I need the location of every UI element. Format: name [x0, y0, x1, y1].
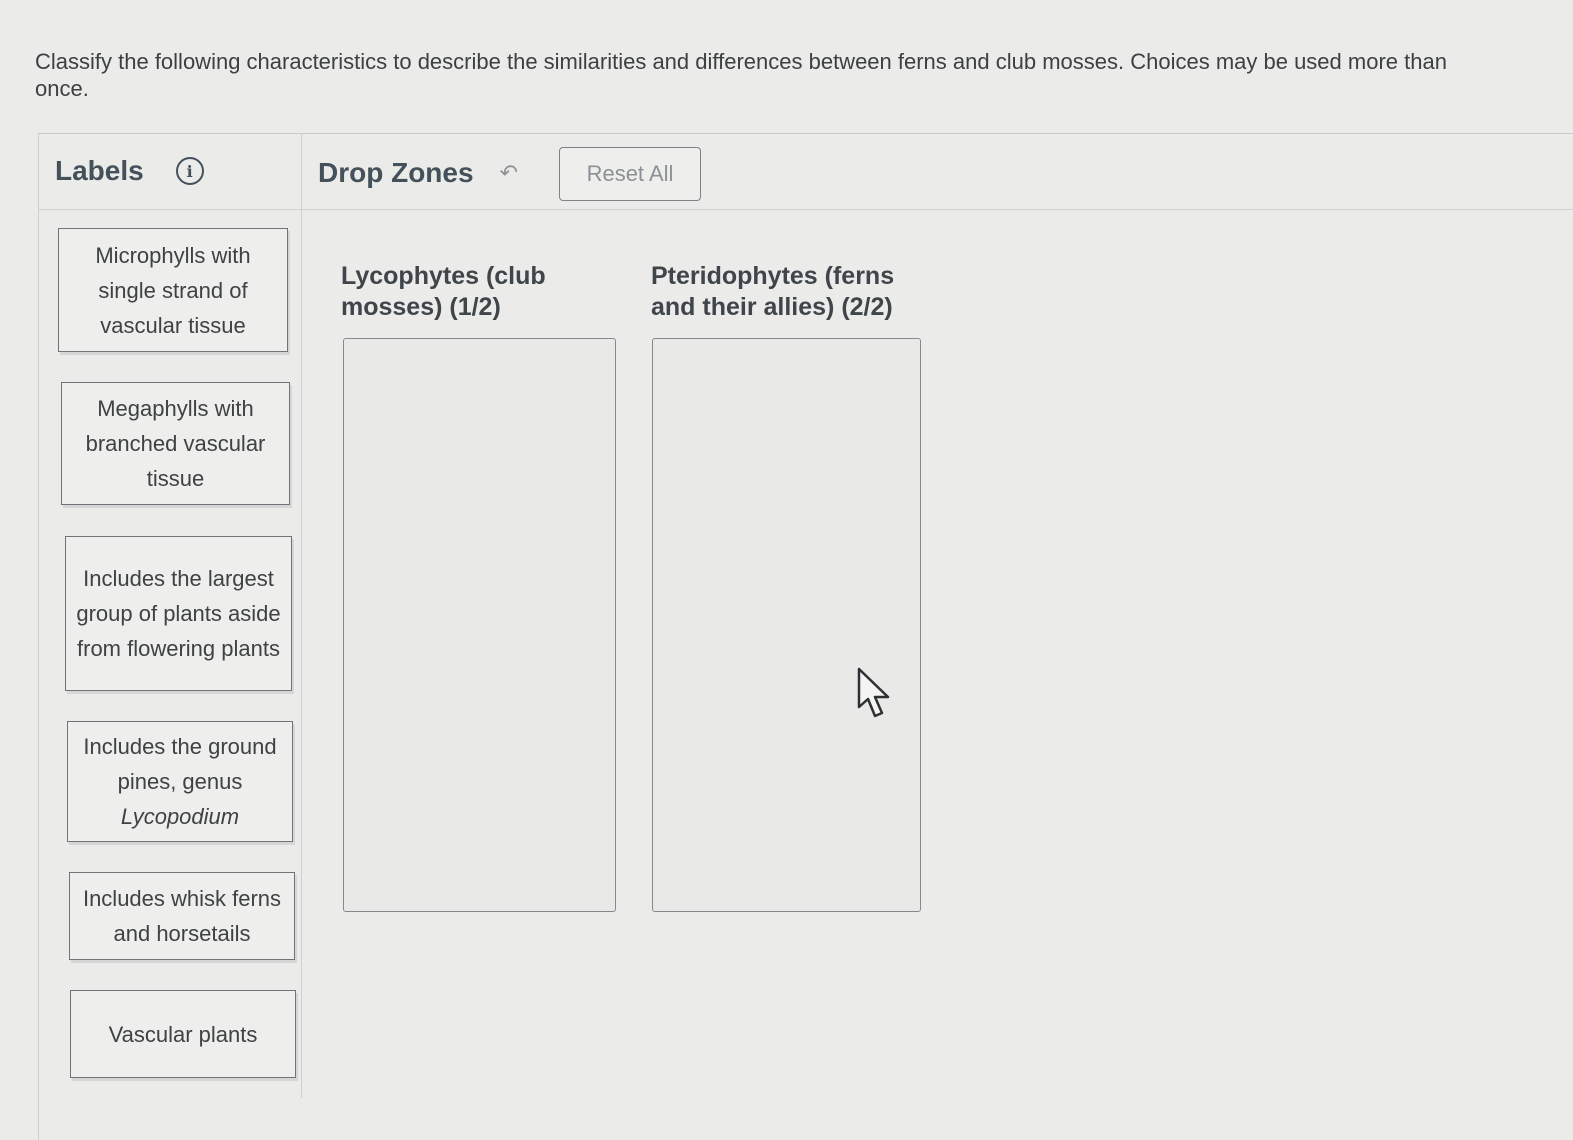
- drop-zone-pteridophytes[interactable]: [652, 338, 921, 912]
- label-card-largest-group[interactable]: [65, 536, 292, 691]
- label-card-ground-pines[interactable]: [67, 721, 293, 842]
- label-card-megaphylls[interactable]: [61, 382, 290, 505]
- mouse-pointer-icon: [856, 667, 896, 723]
- column-divider: [301, 133, 302, 1098]
- question-prompt: Classify the following characteristics to describe the similarities and differences between ferns and club mosses. Choices may be used more than once.: [35, 49, 1447, 101]
- zone-title-pteridophytes: Pteridophytes (ferns and their allies) (2/2): [651, 262, 895, 321]
- label-card-text: Vascular plants: [108, 1021, 258, 1047]
- label-card-microphylls[interactable]: [58, 228, 288, 352]
- labels-title: Labels: [55, 155, 144, 186]
- label-card-text: Microphylls with single strand of vascular tissue: [95, 242, 251, 338]
- label-card-text: Includes the ground pines, genus: [83, 734, 277, 794]
- drop-zones-header: [318, 157, 518, 189]
- info-icon[interactable]: i: [176, 157, 204, 185]
- undo-arrow-icon[interactable]: ↶: [499, 160, 518, 185]
- label-card-vascular-plants[interactable]: [70, 990, 296, 1078]
- label-card-text: Megaphylls with branched vascular tissue: [85, 396, 266, 491]
- label-card-text: Includes whisk ferns and horsetails: [82, 886, 282, 946]
- reset-all-button[interactable]: Reset All: [559, 147, 701, 201]
- zone-title-lycophytes: Lycophytes (club mosses) (1/2): [341, 262, 546, 321]
- header-divider: [38, 209, 1573, 210]
- label-card-text: Includes the largest group of plants aside from flowering plants: [76, 566, 281, 661]
- label-card-whisk-ferns[interactable]: [69, 872, 295, 960]
- label-card-italic-text: Lycopodium: [120, 804, 240, 829]
- label-card-text-group: [74, 729, 286, 834]
- drop-zones-title: Drop Zones: [318, 157, 474, 188]
- labels-header: [55, 155, 204, 187]
- drop-zone-lycophytes[interactable]: [343, 338, 616, 912]
